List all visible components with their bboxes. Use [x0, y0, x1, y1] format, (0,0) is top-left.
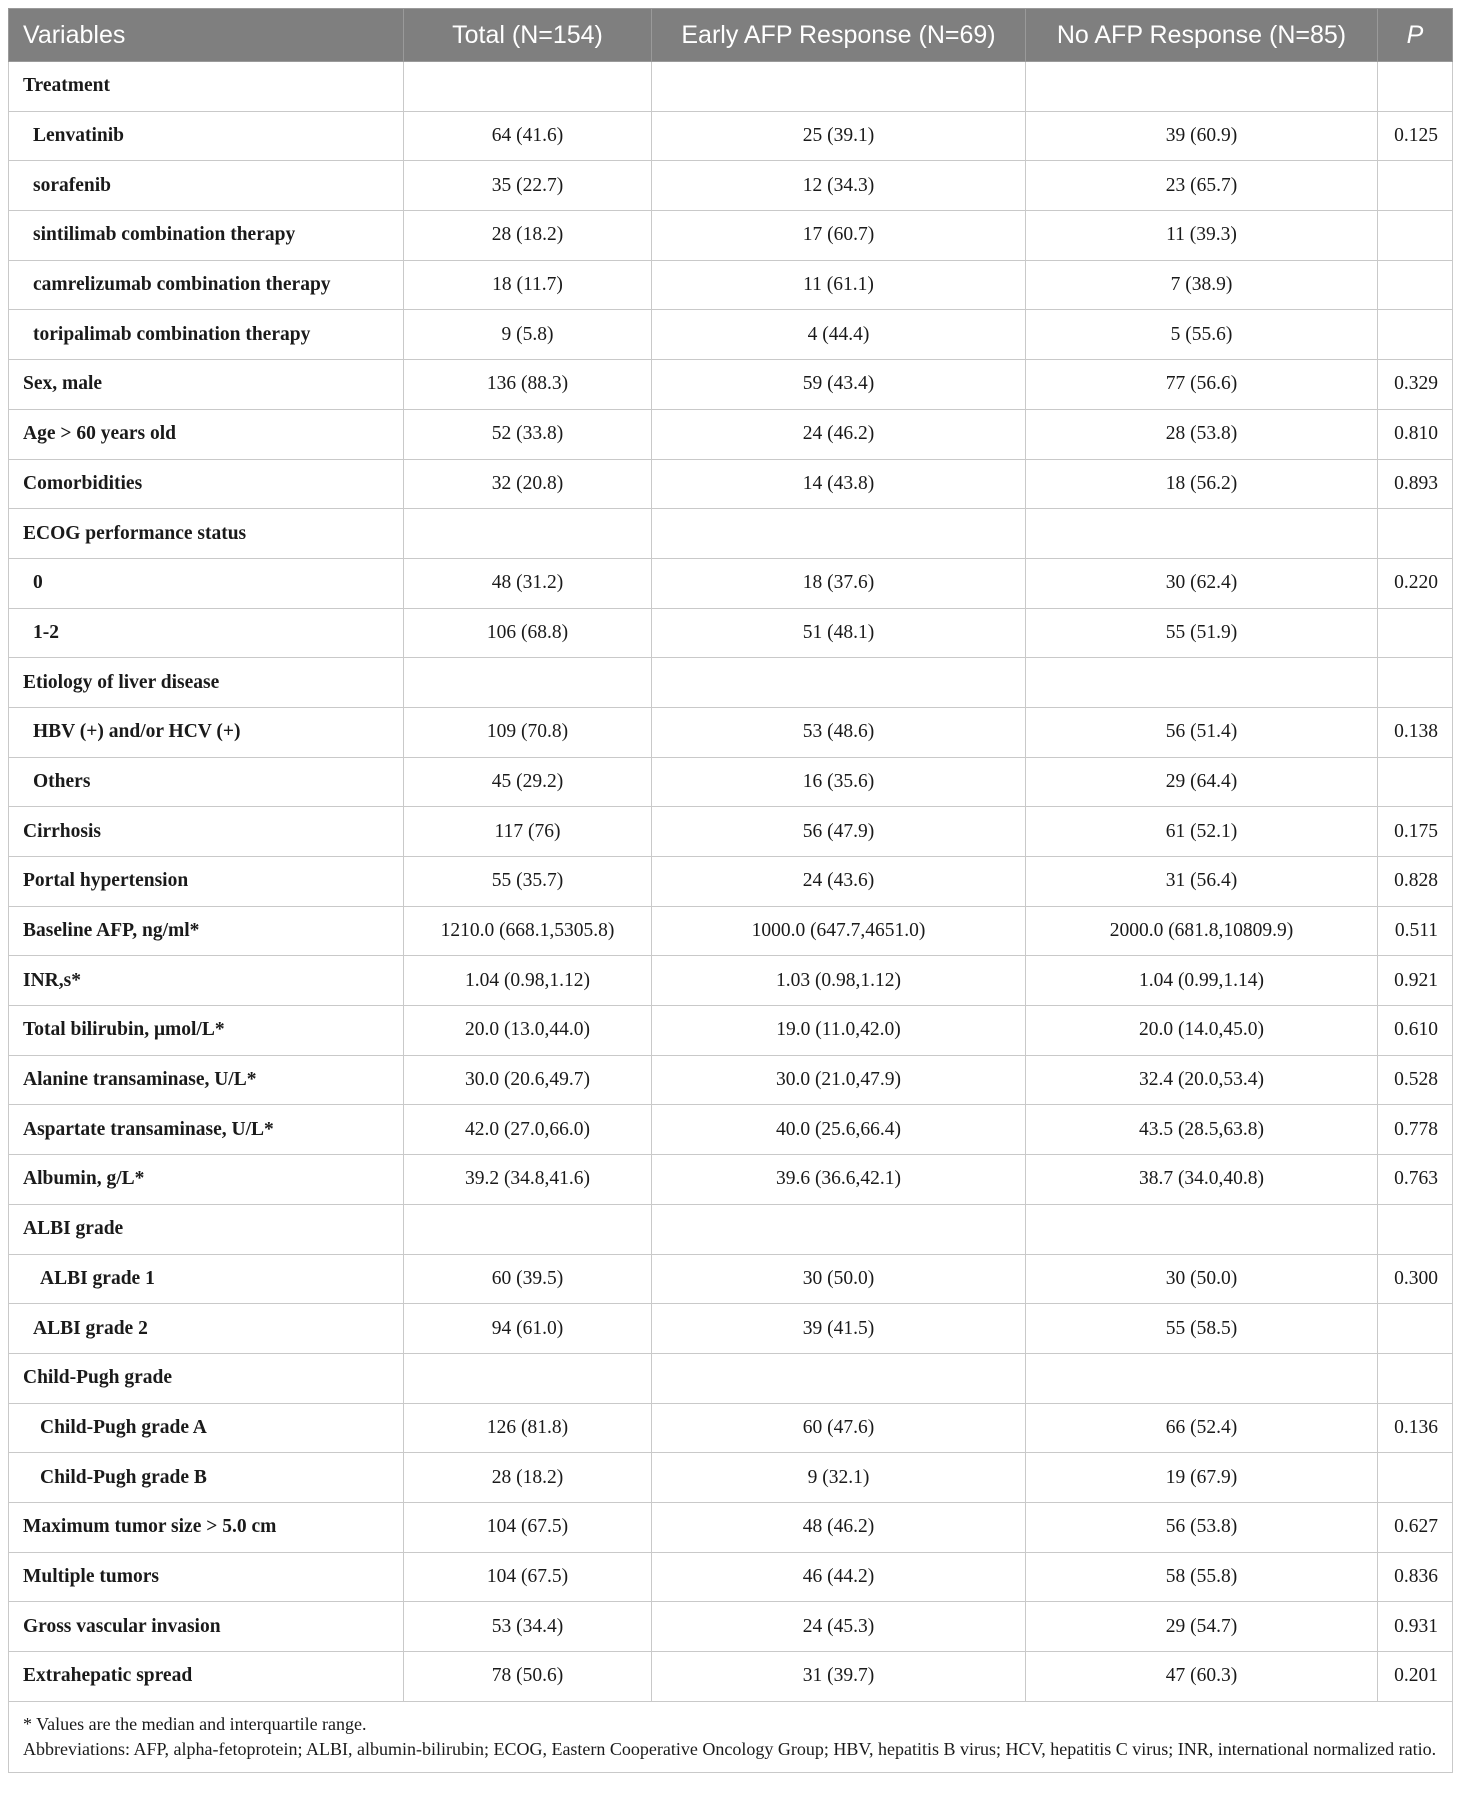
cell-total: 106 (68.8) — [404, 608, 652, 658]
cell-early-response: 46 (44.2) — [652, 1552, 1026, 1602]
cell-total — [404, 1353, 652, 1403]
cell-no-response: 29 (54.7) — [1026, 1602, 1378, 1652]
header-row — [9, 9, 1453, 62]
cell-total: 39.2 (34.8,41.6) — [404, 1155, 652, 1205]
cell-total: 55 (35.7) — [404, 857, 652, 907]
table-row — [9, 310, 1453, 360]
cell-no-response: 2000.0 (681.8,10809.9) — [1026, 906, 1378, 956]
cell-p-value: 0.610 — [1378, 1006, 1453, 1056]
cell-p-value: 0.528 — [1378, 1055, 1453, 1105]
table-row — [9, 757, 1453, 807]
cell-p-value: 0.828 — [1378, 857, 1453, 907]
cell-total: 52 (33.8) — [404, 409, 652, 459]
cell-no-response — [1026, 509, 1378, 559]
cell-early-response: 48 (46.2) — [652, 1502, 1026, 1552]
cell-p-value: 0.136 — [1378, 1403, 1453, 1453]
cell-total: 42.0 (27.0,66.0) — [404, 1105, 652, 1155]
cell-total — [404, 658, 652, 708]
table-row — [9, 1254, 1453, 1304]
table-row — [9, 1204, 1453, 1254]
cell-no-response: 30 (62.4) — [1026, 558, 1378, 608]
cell-p-value — [1378, 1204, 1453, 1254]
cell-p-value — [1378, 509, 1453, 559]
row-label: HBV (+) and/or HCV (+) — [9, 707, 404, 757]
row-label: INR,s* — [9, 956, 404, 1006]
table-row — [9, 1155, 1453, 1205]
row-label: ALBI grade — [9, 1204, 404, 1254]
row-label: sorafenib — [9, 161, 404, 211]
baseline-characteristics-table — [8, 8, 1453, 1773]
cell-no-response: 66 (52.4) — [1026, 1403, 1378, 1453]
row-label: Treatment — [9, 62, 404, 112]
cell-early-response: 14 (43.8) — [652, 459, 1026, 509]
cell-p-value: 0.138 — [1378, 707, 1453, 757]
cell-no-response: 43.5 (28.5,63.8) — [1026, 1105, 1378, 1155]
footnote-abbreviations: Abbreviations: AFP, alpha-fetoprotein; ALBI, albumin-bilirubin; ECOG, Eastern Cooperative Oncology Group; HBV, hepatitis B virus; HCV, hepatitis C virus; INR, international normalized ratio. — [23, 1738, 1437, 1759]
table-row — [9, 509, 1453, 559]
cell-p-value — [1378, 608, 1453, 658]
table-body — [9, 62, 1453, 1702]
table-row — [9, 658, 1453, 708]
cell-early-response: 30 (50.0) — [652, 1254, 1026, 1304]
row-label: Albumin, g/L* — [9, 1155, 404, 1205]
cell-p-value — [1378, 1304, 1453, 1354]
cell-no-response: 55 (58.5) — [1026, 1304, 1378, 1354]
cell-total: 60 (39.5) — [404, 1254, 652, 1304]
footnote-median: * Values are the median and interquartile range. — [23, 1713, 367, 1734]
row-label: Child-Pugh grade A — [9, 1403, 404, 1453]
cell-no-response: 31 (56.4) — [1026, 857, 1378, 907]
cell-early-response: 4 (44.4) — [652, 310, 1026, 360]
header-no-afp-response: No AFP Response (N=85) — [1026, 9, 1378, 62]
row-label: Total bilirubin, μmol/L* — [9, 1006, 404, 1056]
cell-total: 117 (76) — [404, 807, 652, 857]
row-label: Age > 60 years old — [9, 409, 404, 459]
cell-no-response: 7 (38.9) — [1026, 260, 1378, 310]
cell-total: 136 (88.3) — [404, 360, 652, 410]
row-label: Portal hypertension — [9, 857, 404, 907]
cell-early-response: 39 (41.5) — [652, 1304, 1026, 1354]
table-row — [9, 1403, 1453, 1453]
table-row — [9, 1304, 1453, 1354]
cell-no-response: 47 (60.3) — [1026, 1652, 1378, 1702]
header-variables: Variables — [9, 9, 404, 62]
cell-early-response — [652, 658, 1026, 708]
cell-early-response: 60 (47.6) — [652, 1403, 1026, 1453]
row-label: Lenvatinib — [9, 111, 404, 161]
cell-total — [404, 62, 652, 112]
row-label: Sex, male — [9, 360, 404, 410]
cell-p-value — [1378, 161, 1453, 211]
cell-p-value: 0.810 — [1378, 409, 1453, 459]
cell-p-value: 0.201 — [1378, 1652, 1453, 1702]
cell-p-value — [1378, 211, 1453, 261]
table-row — [9, 707, 1453, 757]
row-label: Multiple tumors — [9, 1552, 404, 1602]
row-label: Extrahepatic spread — [9, 1652, 404, 1702]
row-label: ALBI grade 1 — [9, 1254, 404, 1304]
table-row — [9, 260, 1453, 310]
table-row — [9, 608, 1453, 658]
cell-p-value: 0.627 — [1378, 1502, 1453, 1552]
cell-total: 94 (61.0) — [404, 1304, 652, 1354]
cell-no-response: 1.04 (0.99,1.14) — [1026, 956, 1378, 1006]
cell-p-value: 0.836 — [1378, 1552, 1453, 1602]
row-label: Child-Pugh grade B — [9, 1453, 404, 1503]
cell-p-value — [1378, 658, 1453, 708]
cell-no-response: 28 (53.8) — [1026, 409, 1378, 459]
table-row — [9, 409, 1453, 459]
cell-p-value — [1378, 1353, 1453, 1403]
cell-total: 1210.0 (668.1,5305.8) — [404, 906, 652, 956]
cell-p-value: 0.175 — [1378, 807, 1453, 857]
cell-total: 18 (11.7) — [404, 260, 652, 310]
cell-early-response: 11 (61.1) — [652, 260, 1026, 310]
cell-p-value — [1378, 310, 1453, 360]
row-label: Others — [9, 757, 404, 807]
table-row — [9, 1552, 1453, 1602]
cell-no-response — [1026, 658, 1378, 708]
cell-total: 126 (81.8) — [404, 1403, 652, 1453]
cell-no-response: 77 (56.6) — [1026, 360, 1378, 410]
cell-early-response: 24 (43.6) — [652, 857, 1026, 907]
cell-total: 28 (18.2) — [404, 211, 652, 261]
cell-early-response: 1.03 (0.98,1.12) — [652, 956, 1026, 1006]
cell-early-response: 59 (43.4) — [652, 360, 1026, 410]
row-label: Etiology of liver disease — [9, 658, 404, 708]
cell-p-value: 0.921 — [1378, 956, 1453, 1006]
header-early-afp-response: Early AFP Response (N=69) — [652, 9, 1026, 62]
row-label: camrelizumab combination therapy — [9, 260, 404, 310]
table-row — [9, 906, 1453, 956]
cell-early-response: 30.0 (21.0,47.9) — [652, 1055, 1026, 1105]
cell-p-value — [1378, 62, 1453, 112]
header-total: Total (N=154) — [404, 9, 652, 62]
cell-early-response: 16 (35.6) — [652, 757, 1026, 807]
row-label: ECOG performance status — [9, 509, 404, 559]
cell-p-value — [1378, 1453, 1453, 1503]
table-row — [9, 1105, 1453, 1155]
table-row — [9, 1652, 1453, 1702]
cell-total: 78 (50.6) — [404, 1652, 652, 1702]
cell-p-value: 0.931 — [1378, 1602, 1453, 1652]
cell-total: 30.0 (20.6,49.7) — [404, 1055, 652, 1105]
cell-no-response: 39 (60.9) — [1026, 111, 1378, 161]
table-row — [9, 807, 1453, 857]
cell-p-value — [1378, 757, 1453, 807]
row-label: Alanine transaminase, U/L* — [9, 1055, 404, 1105]
cell-no-response: 19 (67.9) — [1026, 1453, 1378, 1503]
table-row — [9, 62, 1453, 112]
table-row — [9, 111, 1453, 161]
cell-no-response: 32.4 (20.0,53.4) — [1026, 1055, 1378, 1105]
cell-early-response: 17 (60.7) — [652, 211, 1026, 261]
cell-early-response: 40.0 (25.6,66.4) — [652, 1105, 1026, 1155]
cell-early-response: 19.0 (11.0,42.0) — [652, 1006, 1026, 1056]
cell-no-response: 38.7 (34.0,40.8) — [1026, 1155, 1378, 1205]
cell-early-response: 18 (37.6) — [652, 558, 1026, 608]
cell-early-response: 12 (34.3) — [652, 161, 1026, 211]
cell-no-response: 29 (64.4) — [1026, 757, 1378, 807]
row-label: Baseline AFP, ng/ml* — [9, 906, 404, 956]
cell-early-response: 31 (39.7) — [652, 1652, 1026, 1702]
cell-total: 32 (20.8) — [404, 459, 652, 509]
table-row — [9, 1453, 1453, 1503]
cell-total: 45 (29.2) — [404, 757, 652, 807]
cell-no-response: 30 (50.0) — [1026, 1254, 1378, 1304]
footnotes — [9, 1701, 1453, 1772]
row-label: toripalimab combination therapy — [9, 310, 404, 360]
cell-p-value: 0.329 — [1378, 360, 1453, 410]
row-label: 1-2 — [9, 608, 404, 658]
row-label: 0 — [9, 558, 404, 608]
table-row — [9, 1006, 1453, 1056]
cell-early-response: 56 (47.9) — [652, 807, 1026, 857]
table-row — [9, 360, 1453, 410]
cell-early-response: 39.6 (36.6,42.1) — [652, 1155, 1026, 1205]
row-label: Maximum tumor size > 5.0 cm — [9, 1502, 404, 1552]
cell-no-response: 11 (39.3) — [1026, 211, 1378, 261]
row-label: Gross vascular invasion — [9, 1602, 404, 1652]
table-row — [9, 1353, 1453, 1403]
footnote-row — [9, 1701, 1453, 1772]
table-row — [9, 1502, 1453, 1552]
cell-early-response — [652, 62, 1026, 112]
cell-total: 53 (34.4) — [404, 1602, 652, 1652]
cell-total — [404, 509, 652, 559]
cell-no-response — [1026, 1204, 1378, 1254]
cell-total — [404, 1204, 652, 1254]
cell-no-response — [1026, 1353, 1378, 1403]
cell-early-response — [652, 1353, 1026, 1403]
cell-no-response: 20.0 (14.0,45.0) — [1026, 1006, 1378, 1056]
table-row — [9, 459, 1453, 509]
cell-early-response — [652, 509, 1026, 559]
cell-early-response — [652, 1204, 1026, 1254]
cell-total: 1.04 (0.98,1.12) — [404, 956, 652, 1006]
table-row — [9, 558, 1453, 608]
cell-p-value: 0.220 — [1378, 558, 1453, 608]
cell-no-response: 58 (55.8) — [1026, 1552, 1378, 1602]
cell-no-response: 55 (51.9) — [1026, 608, 1378, 658]
cell-p-value: 0.763 — [1378, 1155, 1453, 1205]
row-label: Child-Pugh grade — [9, 1353, 404, 1403]
cell-early-response: 24 (46.2) — [652, 409, 1026, 459]
cell-total: 104 (67.5) — [404, 1552, 652, 1602]
cell-total: 9 (5.8) — [404, 310, 652, 360]
row-label: sintilimab combination therapy — [9, 211, 404, 261]
cell-total: 28 (18.2) — [404, 1453, 652, 1503]
row-label: Cirrhosis — [9, 807, 404, 857]
table-row — [9, 1055, 1453, 1105]
cell-no-response — [1026, 62, 1378, 112]
cell-p-value: 0.778 — [1378, 1105, 1453, 1155]
table-row — [9, 1602, 1453, 1652]
cell-early-response: 9 (32.1) — [652, 1453, 1026, 1503]
table-row — [9, 211, 1453, 261]
cell-p-value: 0.300 — [1378, 1254, 1453, 1304]
cell-no-response: 18 (56.2) — [1026, 459, 1378, 509]
cell-p-value: 0.125 — [1378, 111, 1453, 161]
row-label: ALBI grade 2 — [9, 1304, 404, 1354]
table-row — [9, 857, 1453, 907]
row-label: Comorbidities — [9, 459, 404, 509]
cell-total: 109 (70.8) — [404, 707, 652, 757]
cell-early-response: 25 (39.1) — [652, 111, 1026, 161]
header-p-value: P — [1378, 9, 1453, 62]
cell-no-response: 23 (65.7) — [1026, 161, 1378, 211]
cell-total: 48 (31.2) — [404, 558, 652, 608]
cell-no-response: 61 (52.1) — [1026, 807, 1378, 857]
cell-total: 104 (67.5) — [404, 1502, 652, 1552]
cell-total: 64 (41.6) — [404, 111, 652, 161]
cell-p-value: 0.511 — [1378, 906, 1453, 956]
cell-no-response: 56 (51.4) — [1026, 707, 1378, 757]
cell-early-response: 51 (48.1) — [652, 608, 1026, 658]
table-container — [8, 8, 1452, 1773]
cell-early-response: 24 (45.3) — [652, 1602, 1026, 1652]
row-label: Aspartate transaminase, U/L* — [9, 1105, 404, 1155]
table-row — [9, 956, 1453, 1006]
cell-total: 35 (22.7) — [404, 161, 652, 211]
cell-early-response: 53 (48.6) — [652, 707, 1026, 757]
table-row — [9, 161, 1453, 211]
cell-total: 20.0 (13.0,44.0) — [404, 1006, 652, 1056]
cell-p-value: 0.893 — [1378, 459, 1453, 509]
cell-p-value — [1378, 260, 1453, 310]
cell-no-response: 5 (55.6) — [1026, 310, 1378, 360]
cell-early-response: 1000.0 (647.7,4651.0) — [652, 906, 1026, 956]
cell-no-response: 56 (53.8) — [1026, 1502, 1378, 1552]
